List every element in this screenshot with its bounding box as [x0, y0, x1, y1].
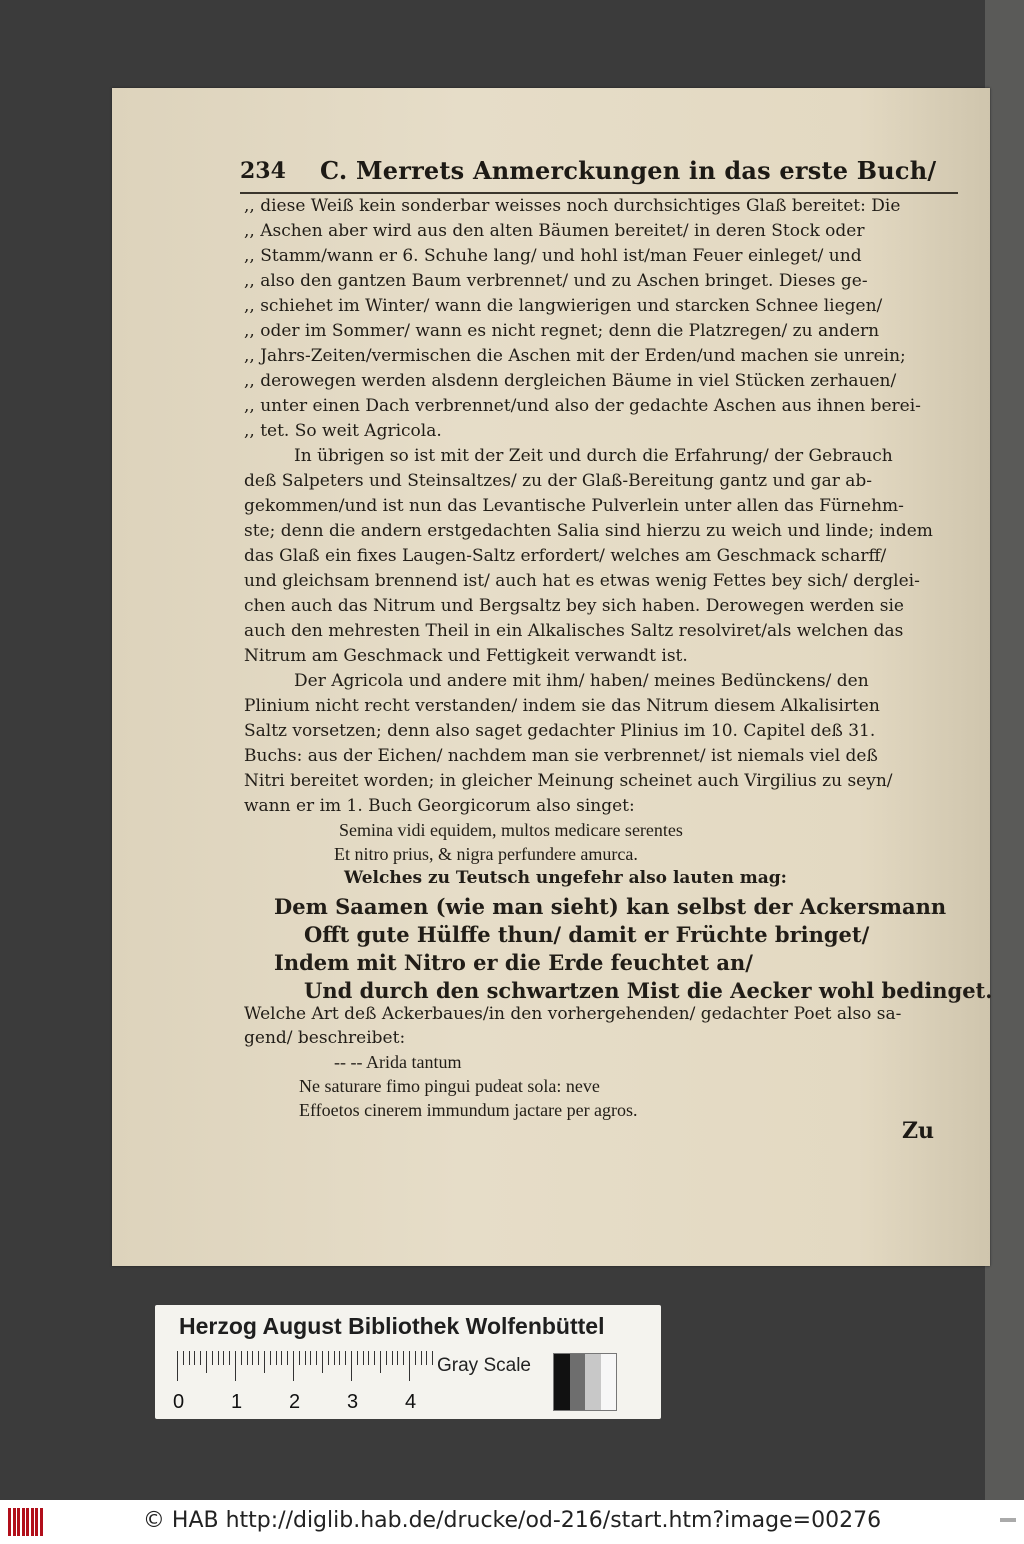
ruler-tick — [415, 1351, 416, 1365]
ruler-tick — [177, 1351, 178, 1381]
text-line: ,, also den gantzen Baum verbrennet/ und zu Aschen bringet. Dieses ge- — [244, 271, 868, 291]
ruler-tick — [270, 1351, 271, 1365]
german-verse-line: Indem mit Nitro er die Erde feuchtet an/ — [274, 950, 753, 975]
ruler-tick — [235, 1351, 236, 1381]
text-line: ,, diese Weiß kein sonderbar weisses noch durchsichtiges Glaß bereitet: Die — [244, 196, 901, 216]
text-line: Saltz vorsetzen; denn also saget gedachter Plinius im 10. Capitel deß 31. — [244, 721, 876, 741]
footer-mark-icon — [1000, 1518, 1016, 1522]
ruler-tick — [241, 1351, 242, 1365]
running-title: C. Merrets Anmerckungen in das erste Buch/ — [320, 156, 937, 185]
catchword: Zu — [902, 1118, 935, 1144]
latin-verse-line: Ne saturare fimo pingui pudeat sola: neve — [299, 1076, 600, 1096]
page-header — [240, 158, 960, 192]
ruler-tick — [432, 1351, 433, 1365]
adjacent-page-edge — [985, 0, 1024, 1500]
text-line: Plinium nicht recht verstanden/ indem sie das Nitrum diesem Alkalisirten — [244, 696, 880, 716]
ruler-tick — [328, 1351, 329, 1365]
text-line: Buchs: aus der Eichen/ nachdem man sie verbrennet/ ist niemals viel deß — [244, 746, 878, 766]
gray-scale-label: Gray Scale — [437, 1355, 531, 1376]
latin-verse-line: Effoetos cinerem immundum jactare per agros. — [299, 1100, 638, 1120]
ruler-tick — [258, 1351, 259, 1365]
ruler-tick — [252, 1351, 253, 1365]
ruler-tick — [212, 1351, 213, 1365]
ruler-number: 0 — [173, 1391, 185, 1413]
text-line: auch den mehresten Theil in ein Alkalisches Saltz resolviret/als welchen das — [244, 621, 904, 641]
ruler-tick — [403, 1351, 404, 1365]
text-line: ,, tet. So weit Agricola. — [244, 421, 442, 441]
latin-verse-line: -- -- Arida tantum — [334, 1052, 462, 1072]
ruler-number: 3 — [347, 1391, 359, 1413]
ruler-tick — [264, 1351, 265, 1373]
ruler-number: 1 — [231, 1391, 243, 1413]
german-verse-line: Dem Saamen (wie man sieht) kan selbst der Ackersmann — [274, 894, 947, 919]
text-line: Welches zu Teutsch ungefehr also lauten mag: — [344, 868, 787, 888]
german-verse-line: Und durch den schwartzen Mist die Aecker wohl bedinget. — [304, 978, 993, 1003]
text-line: wann er im 1. Buch Georgicorum also singet: — [244, 796, 635, 816]
ruler-tick — [374, 1351, 375, 1365]
ruler-tick — [305, 1351, 306, 1365]
ruler-number: 4 — [405, 1391, 417, 1413]
text-line: ,, Stamm/wann er 6. Schuhe lang/ und hohl ist/man Feuer einleget/ und — [244, 246, 862, 266]
ruler-scale — [177, 1351, 417, 1381]
ruler-tick — [357, 1351, 358, 1365]
gray-swatch — [601, 1354, 617, 1410]
text-line: Nitri bereitet worden; in gleicher Meinung scheinet auch Virgilius zu seyn/ — [244, 771, 893, 791]
ruler-tick — [276, 1351, 277, 1365]
text-line: und gleichsam brennend ist/ auch hat es etwas wenig Fettes bey sich/ derglei- — [244, 571, 920, 591]
latin-verse-line: Et nitro prius, & nigra perfundere amurca. — [334, 844, 638, 864]
text-line: ,, Jahrs-Zeiten/vermischen die Aschen mit der Erden/und machen sie unrein; — [244, 346, 906, 366]
ruler-tick — [247, 1351, 248, 1365]
latin-verse-line: Semina vidi equidem, multos medicare serentes — [339, 820, 683, 840]
ruler-tick — [194, 1351, 195, 1365]
gray-scale-swatches — [553, 1353, 617, 1411]
ruler-tick — [339, 1351, 340, 1365]
ruler-tick — [363, 1351, 364, 1365]
copyright-url: © HAB http://diglib.hab.de/drucke/od-216/start.htm?image=00276 — [142, 1508, 882, 1533]
text-line: Der Agricola und andere mit ihm/ haben/ meines Bedünckens/ den — [294, 671, 869, 691]
text-line: deß Salpeters und Steinsaltzes/ zu der Glaß-Bereitung gantz und gar ab- — [244, 471, 872, 491]
ruler-number: 2 — [289, 1391, 301, 1413]
gray-swatch — [570, 1354, 586, 1410]
ruler-tick — [409, 1351, 410, 1381]
ruler-tick — [218, 1351, 219, 1365]
ruler-tick — [223, 1351, 224, 1365]
text-line: chen auch das Nitrum und Bergsaltz bey sich haben. Derowegen werden sie — [244, 596, 904, 616]
library-name: Herzog August Bibliothek Wolfenbüttel — [179, 1313, 605, 1339]
ruler-tick — [299, 1351, 300, 1365]
text-line: gekommen/und ist nun das Levantische Pulverlein unter allen das Fürnehm- — [244, 496, 904, 516]
ruler-tick — [386, 1351, 387, 1365]
ruler-tick — [368, 1351, 369, 1365]
ruler-tick — [189, 1351, 190, 1365]
ruler-tick — [316, 1351, 317, 1365]
ruler-tick — [397, 1351, 398, 1365]
page-number: 234 — [240, 158, 286, 184]
text-line: ,, derowegen werden alsdenn dergleichen Bäume in viel Stücken zerhauen/ — [244, 371, 897, 391]
ruler-tick — [345, 1351, 346, 1365]
text-line: gend/ beschreibet: — [244, 1028, 406, 1048]
ruler-tick — [322, 1351, 323, 1373]
text-line: ,, Aschen aber wird aus den alten Bäumen bereitet/ in deren Stock oder — [244, 221, 865, 241]
ruler-tick — [293, 1351, 294, 1381]
ruler-tick — [351, 1351, 352, 1381]
gray-swatch — [554, 1354, 570, 1410]
text-line: ste; denn die andern erstgedachten Salia sind hierzu zu weich und linde; indem — [244, 521, 933, 541]
ruler-tick — [229, 1351, 230, 1365]
library-color-card — [155, 1305, 661, 1419]
ruler-tick — [310, 1351, 311, 1365]
text-line: ,, oder im Sommer/ wann es nicht regnet; denn die Platzregen/ zu andern — [244, 321, 880, 341]
ruler-tick — [426, 1351, 427, 1365]
ruler-tick — [281, 1351, 282, 1365]
ruler-tick — [392, 1351, 393, 1365]
text-line: In übrigen so ist mit der Zeit und durch die Erfahrung/ der Gebrauch — [294, 446, 893, 466]
ruler-tick — [200, 1351, 201, 1365]
ruler-tick — [287, 1351, 288, 1365]
text-line: ,, schiehet im Winter/ wann die langwierigen und starcken Schnee liegen/ — [244, 296, 883, 316]
footer-bar — [0, 1500, 1024, 1544]
text-line: ,, unter einen Dach verbrennet/und also der gedachte Aschen aus ihnen berei- — [244, 396, 921, 416]
gray-swatch — [585, 1354, 601, 1410]
text-line: das Glaß ein fixes Laugen-Saltz erfordert/ welches am Geschmack scharff/ — [244, 546, 887, 566]
text-line: Welche Art deß Ackerbaues/in den vorhergehenden/ gedachter Poet also sa- — [244, 1004, 902, 1024]
ruler-tick — [206, 1351, 207, 1373]
ruler-tick — [380, 1351, 381, 1373]
ruler-tick — [334, 1351, 335, 1365]
header-rule — [240, 192, 958, 194]
ruler-tick — [183, 1351, 184, 1365]
text-line: Nitrum am Geschmack und Fettigkeit verwandt ist. — [244, 646, 688, 666]
german-verse-line: Offt gute Hülffe thun/ damit er Früchte bringet/ — [304, 922, 870, 947]
ruler-tick — [421, 1351, 422, 1365]
